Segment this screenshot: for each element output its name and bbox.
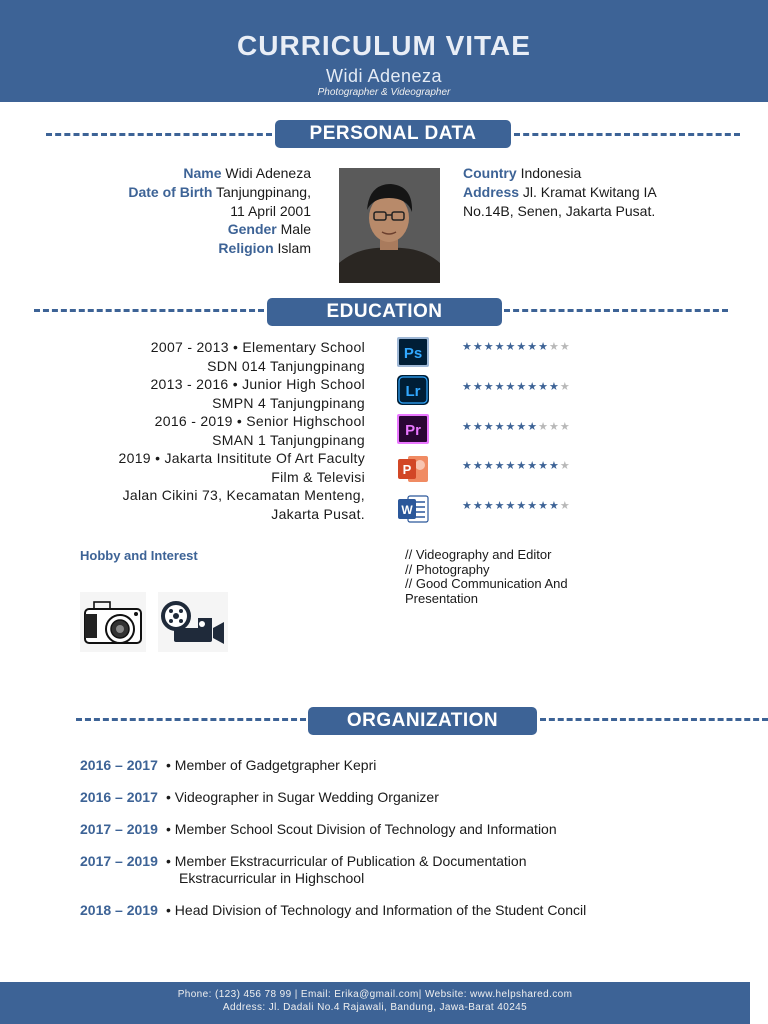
hobby-item: // Photography <box>405 561 490 577</box>
education-line: 2013 - 2016 • Junior High School <box>150 376 365 392</box>
person-role: Photographer & Videographer <box>317 87 451 98</box>
star-filled-icon: ★ <box>549 460 560 472</box>
star-filled-icon: ★ <box>494 421 506 433</box>
star-filled-icon: ★ <box>538 381 549 393</box>
star-filled-icon: ★ <box>494 381 506 393</box>
document-title: CURRICULUM VITAE <box>237 30 531 61</box>
star-filled-icon: ★ <box>483 421 495 433</box>
star-filled-icon: ★ <box>483 341 495 353</box>
star-filled-icon: ★ <box>516 341 528 353</box>
education-entry <box>40 338 365 375</box>
lightroom-icon <box>396 374 430 406</box>
star-filled-icon: ★ <box>472 341 484 353</box>
svg-text:W: W <box>401 503 413 517</box>
star-filled-icon: ★ <box>462 460 473 472</box>
star-filled-icon: ★ <box>472 500 484 512</box>
star-filled-icon: ★ <box>505 381 517 393</box>
organization-years: 2016 – 2017 <box>80 789 158 805</box>
person-name: Widi Adeneza <box>325 66 443 86</box>
star-filled-icon: ★ <box>462 421 473 433</box>
star-filled-icon: ★ <box>527 341 539 353</box>
photoshop-icon <box>396 336 430 368</box>
education-entry <box>40 375 365 412</box>
star-filled-icon: ★ <box>483 460 495 472</box>
education-entry <box>40 486 365 523</box>
premiere-icon <box>396 413 430 445</box>
star-filled-icon: ★ <box>472 381 484 393</box>
hobby-item: // Videography and Editor <box>405 547 552 562</box>
star-empty-icon: ★ <box>538 421 549 433</box>
gender-value: Male <box>280 221 311 238</box>
organization-text-cont: Ekstracurricular in Highschool <box>179 869 365 886</box>
education-line: 2019 • Jakarta Insititute Of Art Faculty <box>118 450 365 466</box>
star-empty-icon: ★ <box>559 381 571 393</box>
star-filled-icon: ★ <box>527 460 539 472</box>
video-camera-icon <box>158 592 228 652</box>
organization-text: • Videographer in Sugar Wedding Organizer <box>166 789 439 805</box>
star-filled-icon: ★ <box>505 421 517 433</box>
section-divider <box>540 718 768 721</box>
personal-right <box>463 164 703 220</box>
organization-text: • Member School Scout Division of Technology and Information <box>166 821 557 837</box>
star-empty-icon: ★ <box>559 500 571 512</box>
star-empty-icon: ★ <box>559 341 571 353</box>
section-title-personal: PERSONAL DATA <box>275 120 511 148</box>
dob-value: Tanjungpinang, <box>216 183 311 200</box>
address-value: Jl. Kramat Kwitang IA <box>522 183 657 200</box>
star-filled-icon: ★ <box>549 381 560 393</box>
star-filled-icon: ★ <box>472 460 484 472</box>
section-title-organization: ORGANIZATION <box>308 707 537 735</box>
star-filled-icon: ★ <box>494 460 506 472</box>
star-filled-icon: ★ <box>538 500 549 512</box>
star-filled-icon: ★ <box>516 421 528 433</box>
organization-item <box>80 789 439 806</box>
star-filled-icon: ★ <box>527 500 539 512</box>
hobby-item: Presentation <box>405 590 478 606</box>
education-line: SMPN 4 Tanjungpinang <box>212 394 365 411</box>
education-line: Jakarta Pusat. <box>271 505 365 522</box>
education-line: SDN 014 Tanjungpinang <box>207 357 365 374</box>
star-empty-icon: ★ <box>559 421 571 433</box>
education-line: Film & Televisi <box>271 468 365 485</box>
skill-rating <box>462 340 571 353</box>
organization-years: 2017 – 2019 <box>80 821 158 837</box>
star-filled-icon: ★ <box>516 381 528 393</box>
education-line: SMAN 1 Tanjungpinang <box>212 431 365 448</box>
footer-contact: Phone: (123) 456 78 99 | Email: Erika@gmail.com| Website: www.helpshared.com <box>177 989 573 1000</box>
star-filled-icon: ★ <box>505 460 517 472</box>
gender-label: Gender <box>227 221 277 238</box>
star-filled-icon: ★ <box>472 421 484 433</box>
section-divider <box>514 133 740 136</box>
star-filled-icon: ★ <box>516 500 528 512</box>
organization-item <box>80 821 557 838</box>
star-filled-icon: ★ <box>462 341 473 353</box>
star-filled-icon: ★ <box>483 500 495 512</box>
star-filled-icon: ★ <box>527 421 539 433</box>
religion-label: Religion <box>218 240 274 257</box>
hobby-title: Hobby and Interest <box>80 548 198 563</box>
education-entry <box>40 412 365 449</box>
organization-years: 2016 – 2017 <box>80 757 158 773</box>
skill-rating <box>462 420 571 433</box>
section-title-education: EDUCATION <box>267 298 502 326</box>
word-icon <box>396 493 430 525</box>
star-filled-icon: ★ <box>516 460 528 472</box>
svg-text:Lr: Lr <box>405 383 421 400</box>
svg-text:Ps: Ps <box>403 345 423 362</box>
section-divider <box>46 133 272 136</box>
skill-rating <box>462 380 571 393</box>
religion-value: Islam <box>277 240 311 257</box>
address-label: Address <box>463 183 520 200</box>
star-filled-icon: ★ <box>462 500 473 512</box>
header-banner <box>0 0 768 102</box>
star-filled-icon: ★ <box>494 341 506 353</box>
star-filled-icon: ★ <box>494 500 506 512</box>
organization-text: • Member Ekstracurricular of Publication & Documentation <box>166 853 527 869</box>
education-entry <box>40 449 365 486</box>
education-line: Jalan Cikini 73, Kecamatan Menteng, <box>122 487 365 503</box>
name-value: Widi Adeneza <box>225 165 311 181</box>
country-label: Country <box>463 165 517 181</box>
star-filled-icon: ★ <box>483 381 495 393</box>
dob-value-2: 11 April 2001 <box>230 202 311 219</box>
skill-rating <box>462 459 571 472</box>
country-value: Indonesia <box>520 165 582 181</box>
footer-address: Address: Jl. Dadali No.4 Rajawali, Bandung, Jawa-Barat 40245 <box>222 1002 528 1013</box>
education-line: 2007 - 2013 • Elementary School <box>150 339 365 355</box>
svg-text:P: P <box>402 462 412 477</box>
powerpoint-icon <box>396 453 430 485</box>
star-empty-icon: ★ <box>559 460 571 472</box>
section-divider <box>76 718 306 721</box>
camera-icon <box>80 592 146 652</box>
organization-text: • Head Division of Technology and Information of the Student Concil <box>166 902 587 918</box>
star-filled-icon: ★ <box>527 381 539 393</box>
organization-years: 2017 – 2019 <box>80 853 158 869</box>
star-filled-icon: ★ <box>462 381 473 393</box>
education-line: 2016 - 2019 • Senior Highschool <box>154 413 365 429</box>
personal-left <box>60 164 311 258</box>
organization-item <box>80 902 586 919</box>
section-divider <box>504 309 728 312</box>
organization-item <box>80 757 376 774</box>
star-filled-icon: ★ <box>538 341 549 353</box>
footer <box>0 982 750 1024</box>
name-label: Name <box>183 165 222 181</box>
organization-item <box>80 853 527 886</box>
hobby-list <box>405 548 635 606</box>
dob-label: Date of Birth <box>128 183 213 200</box>
profile-photo <box>339 168 440 283</box>
organization-text: • Member of Gadgetgrapher Kepri <box>166 757 377 773</box>
organization-years: 2018 – 2019 <box>80 902 158 918</box>
hobby-item: // Good Communication And <box>405 576 568 592</box>
star-filled-icon: ★ <box>505 500 517 512</box>
star-filled-icon: ★ <box>538 460 549 472</box>
svg-text:Pr: Pr <box>405 422 421 439</box>
star-empty-icon: ★ <box>549 341 560 353</box>
skill-rating <box>462 499 571 512</box>
star-filled-icon: ★ <box>549 500 560 512</box>
star-empty-icon: ★ <box>549 421 560 433</box>
section-divider <box>34 309 264 312</box>
address-value-2: No.14B, Senen, Jakarta Pusat. <box>463 202 656 219</box>
star-filled-icon: ★ <box>505 341 517 353</box>
